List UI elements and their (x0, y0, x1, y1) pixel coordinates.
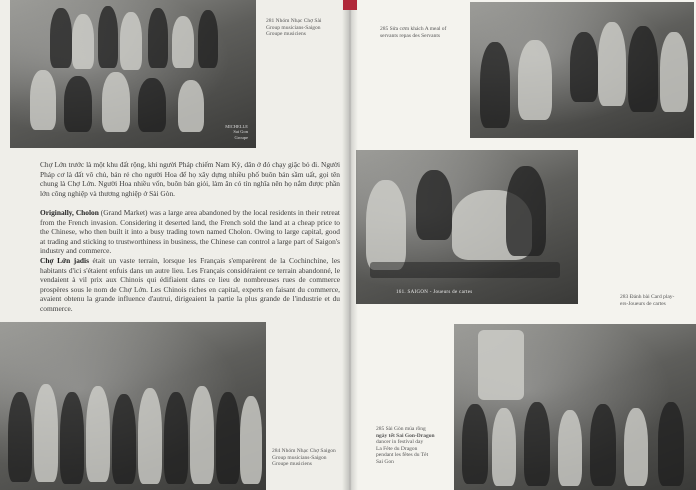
caption-bottom-left (272, 448, 348, 468)
photo-group-musicians-top (10, 0, 256, 148)
photo-dragon-dance (454, 324, 696, 490)
photo-stamp-line: Sai Gon (233, 129, 248, 134)
caption-line: pendant les fêtes du Têt (376, 452, 429, 458)
photo-card-players (356, 150, 578, 304)
caption-mid-right (620, 294, 694, 307)
caption-line: Sai Gon (376, 458, 394, 465)
photo-stamp-line: Groupe (234, 134, 248, 140)
paragraph-french-text: était un vaste terrain, lorsque les Français s'emparèrent de la Cochinchine, les habitants d'ici s'étaient enfuis dans un autre lieu. Les Français considéraient ce terrain abandonné, le vendaient à vil prix aux Chinois qui édifiaient dans ce lieu de nombreuses rues de commerce prospères sous le nom de Chợ Lớn. Les Chinois riches en capital, experts en faisant du commerce, avaient obtenu la grande influence d'autrui, dirigeaient la partie la plus grande de l'industrie et du commerce. (40, 256, 340, 313)
book-gutter (342, 0, 358, 490)
caption-line: 284 Nhóm Nhạc Chợ Saigon (272, 448, 336, 454)
paragraph-english (40, 208, 340, 256)
paragraph-vietnamese-text: Chợ Lớn trước là một khu đất rộng, khi người Pháp chiếm Nam Kỳ, dân ở đó chạy giặc bỏ đi. Người Pháp cơ là đất vô chủ, bán rẻ cho người Hoa để họ xây dựng nhiều phố buôn bán sầm uất, gọi tên chung là Chợ Lớn. Người Hoa nhiều vốn, buôn bán giỏi, làm ăn có tín nghĩa nên họ nắm được phần lớn công nghiệp và thương nghiệp ở Sài Gòn. (40, 160, 340, 198)
caption-top-right (380, 26, 464, 39)
caption-line: servants repas des Servants (380, 32, 441, 39)
paragraph-english-text: (Grand Market) was a large area abandoned by the local residents in their retreat from the French invasion. Considering it deserted land, the French sold the land at a cheap price to the Chinese, who then built it into a busy trading town named Cholon. Owing to large capital, good at trading and sticking to trustworthiness in business, the Chinese can control a large part of Saigon's industry and commerce. (40, 208, 340, 256)
bookmark-ribbon (343, 0, 357, 10)
caption-top-left (266, 18, 346, 38)
paragraph-french-lead: Chợ Lớn jadis (40, 256, 89, 265)
caption-line: ngày tết Sai Gon-Dragon (376, 432, 435, 439)
caption-line: dancer in festival day (376, 439, 424, 445)
photo-stamp (225, 124, 248, 141)
caption-line: Group musicians-Saigon (266, 24, 321, 31)
caption-line: ers-Joueurs de cartes (620, 300, 666, 307)
photo-plate-label: 161. SAIGON - Joueurs de cartes (396, 290, 473, 295)
photo-group-musicians-bottom (0, 322, 266, 490)
caption-line: Group musicians-Saigon (272, 454, 327, 461)
photo-stamp-line: MICHELLE (225, 123, 248, 129)
caption-line: 281 Nhóm Nhạc Chợ Sài (266, 18, 322, 24)
paragraph-french (40, 256, 340, 314)
caption-line: 285 Sửa cơm khách A meal of (380, 26, 447, 32)
caption-line: Groupe musiciens (272, 461, 312, 467)
caption-line: La Fête du Dragon (376, 445, 418, 452)
caption-line: 285 Sài Gòn múa rồng (376, 426, 426, 432)
caption-bottom-right (376, 426, 456, 465)
caption-line: Groupe musiciens (266, 31, 306, 37)
caption-line: 283 Đánh bài Card play- (620, 294, 675, 300)
photo-meal-of-servants (470, 2, 694, 138)
paragraph-vietnamese (40, 160, 340, 198)
paragraph-english-lead: Originally, Cholon (40, 208, 99, 217)
right-page (350, 0, 696, 490)
